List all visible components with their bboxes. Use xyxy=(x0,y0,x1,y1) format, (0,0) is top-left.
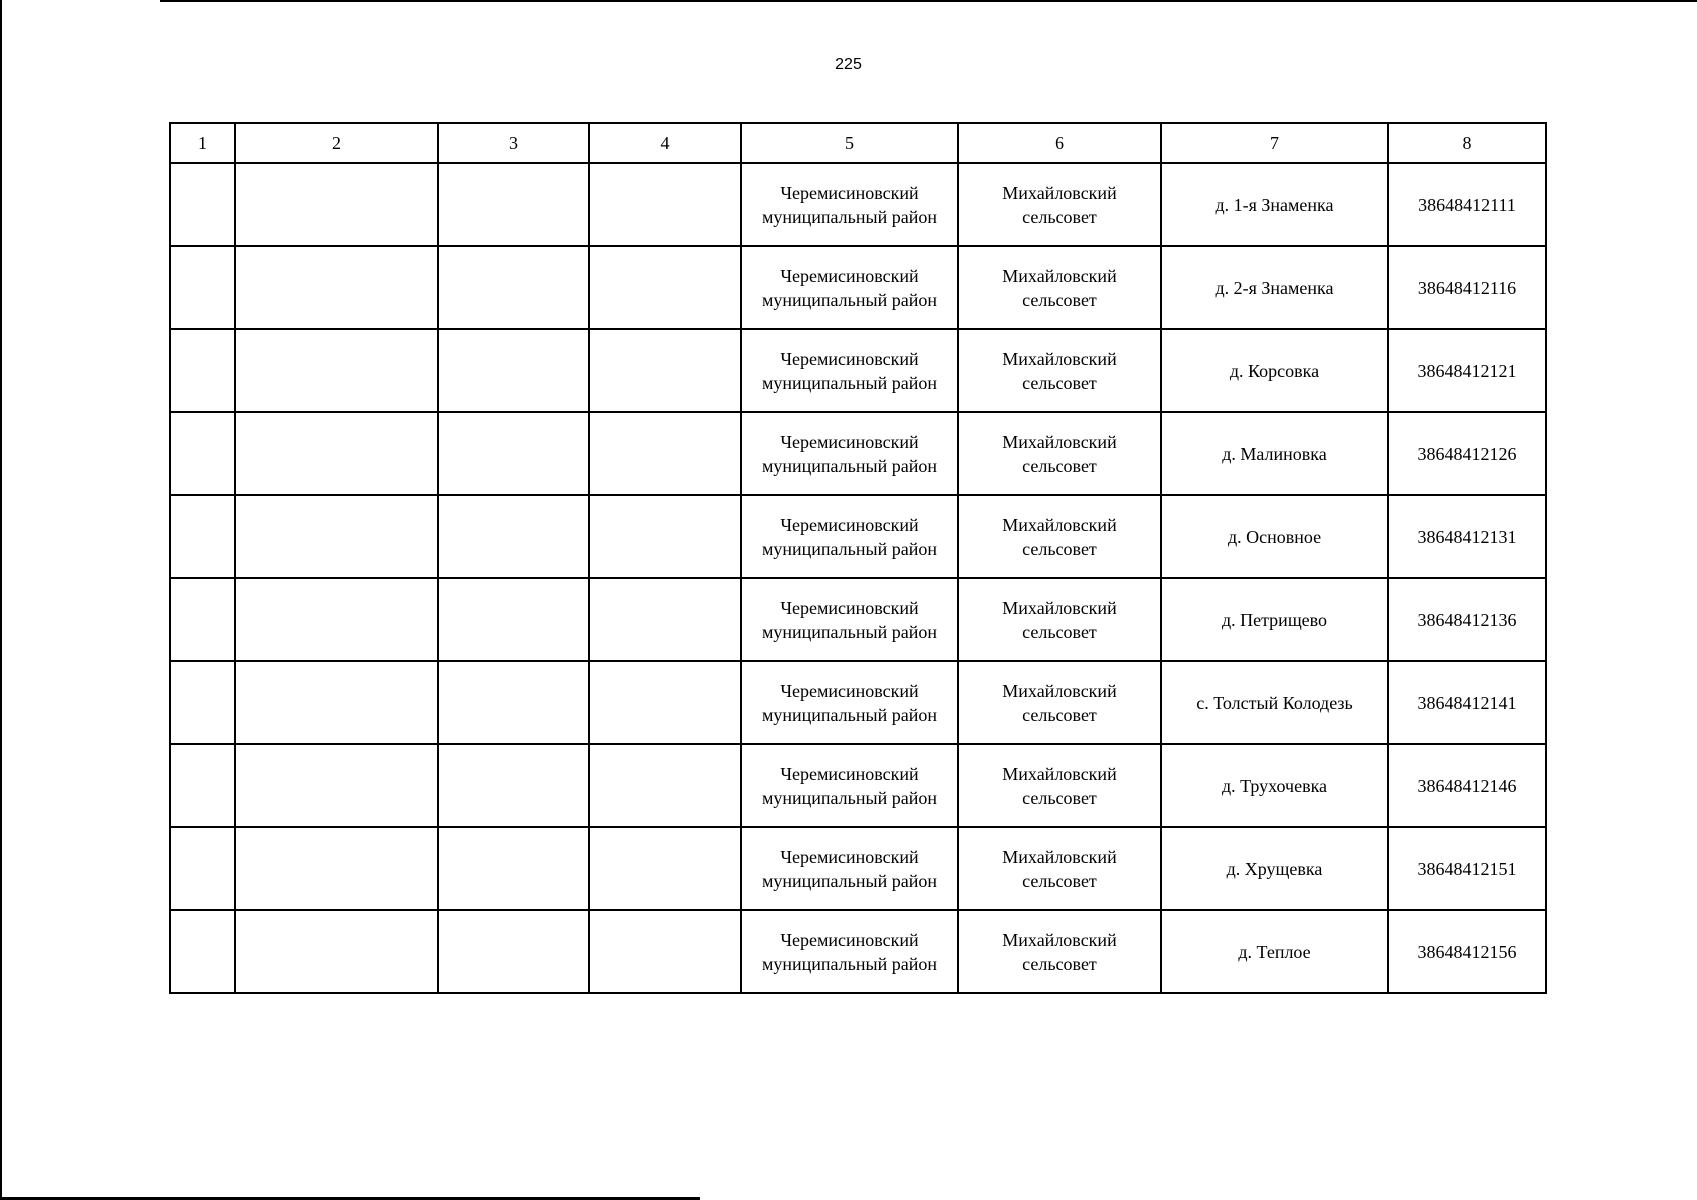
cell-settlement: д. Хрущевка xyxy=(1161,827,1388,910)
cell-col-3 xyxy=(438,910,589,993)
table-row xyxy=(170,495,1546,578)
cell-col-4 xyxy=(589,661,741,744)
column-header: 8 xyxy=(1388,123,1546,163)
council-line-2: сельсовет xyxy=(1022,206,1097,227)
district-line-1: Черемисиновский xyxy=(780,265,919,286)
table-row xyxy=(170,578,1546,661)
cell-col-3 xyxy=(438,661,589,744)
cell-col-3 xyxy=(438,495,589,578)
cell-col-3 xyxy=(438,578,589,661)
district-line-2: муниципальный район xyxy=(761,621,937,642)
cell-col-3 xyxy=(438,827,589,910)
district-line-1: Черемисиновский xyxy=(780,182,919,203)
cell-settlement: д. Малиновка xyxy=(1161,412,1388,495)
cell-district xyxy=(741,163,958,246)
cell-col-1 xyxy=(170,495,235,578)
cell-settlement: д. Корсовка xyxy=(1161,329,1388,412)
cell-col-1 xyxy=(170,661,235,744)
cell-col-4 xyxy=(589,495,741,578)
cell-col-3 xyxy=(438,246,589,329)
cell-col-2 xyxy=(235,246,438,329)
table-row xyxy=(170,910,1546,993)
council-line-1: Михайловский xyxy=(1002,680,1117,701)
cell-col-3 xyxy=(438,163,589,246)
cell-col-3 xyxy=(438,412,589,495)
column-header: 1 xyxy=(170,123,235,163)
cell-district xyxy=(741,827,958,910)
cell-col-3 xyxy=(438,329,589,412)
cell-settlement: д. Основное xyxy=(1161,495,1388,578)
cell-col-4 xyxy=(589,827,741,910)
council-line-1: Михайловский xyxy=(1002,597,1117,618)
cell-code: 38648412126 xyxy=(1388,412,1546,495)
cell-council xyxy=(958,910,1161,993)
district-line-2: муниципальный район xyxy=(761,289,937,310)
cell-col-1 xyxy=(170,246,235,329)
cell-settlement: д. Петрищево xyxy=(1161,578,1388,661)
column-header: 6 xyxy=(958,123,1161,163)
cell-council xyxy=(958,412,1161,495)
cell-col-4 xyxy=(589,910,741,993)
council-line-2: сельсовет xyxy=(1022,372,1097,393)
district-line-2: муниципальный район xyxy=(761,538,937,559)
cell-council xyxy=(958,246,1161,329)
cell-district xyxy=(741,744,958,827)
cell-code: 38648412121 xyxy=(1388,329,1546,412)
column-header: 5 xyxy=(741,123,958,163)
cell-col-4 xyxy=(589,246,741,329)
cell-col-2 xyxy=(235,329,438,412)
cell-district xyxy=(741,412,958,495)
district-line-2: муниципальный район xyxy=(761,787,937,808)
cell-col-2 xyxy=(235,744,438,827)
cell-col-2 xyxy=(235,578,438,661)
cell-col-1 xyxy=(170,578,235,661)
cell-settlement: д. 1-я Знаменка xyxy=(1161,163,1388,246)
table-row xyxy=(170,744,1546,827)
council-line-2: сельсовет xyxy=(1022,953,1097,974)
cell-col-4 xyxy=(589,163,741,246)
council-line-2: сельсовет xyxy=(1022,289,1097,310)
table-row xyxy=(170,246,1546,329)
cell-council xyxy=(958,329,1161,412)
cell-district xyxy=(741,910,958,993)
council-line-2: сельсовет xyxy=(1022,621,1097,642)
council-line-1: Михайловский xyxy=(1002,929,1117,950)
cell-col-3 xyxy=(438,744,589,827)
register-table xyxy=(169,122,1547,994)
column-header: 7 xyxy=(1161,123,1388,163)
council-line-1: Михайловский xyxy=(1002,431,1117,452)
district-line-1: Черемисиновский xyxy=(780,597,919,618)
page-number: 225 xyxy=(835,56,862,73)
cell-code: 38648412141 xyxy=(1388,661,1546,744)
council-line-1: Михайловский xyxy=(1002,265,1117,286)
column-header: 3 xyxy=(438,123,589,163)
scan-border-top xyxy=(160,0,1697,2)
district-line-1: Черемисиновский xyxy=(780,514,919,535)
cell-settlement: д. Теплое xyxy=(1161,910,1388,993)
table-row xyxy=(170,329,1546,412)
cell-council xyxy=(958,163,1161,246)
council-line-1: Михайловский xyxy=(1002,348,1117,369)
cell-col-1 xyxy=(170,827,235,910)
district-line-2: муниципальный район xyxy=(761,372,937,393)
cell-col-2 xyxy=(235,495,438,578)
cell-council xyxy=(958,744,1161,827)
cell-code: 38648412146 xyxy=(1388,744,1546,827)
district-line-2: муниципальный район xyxy=(761,870,937,891)
council-line-1: Михайловский xyxy=(1002,763,1117,784)
header-row xyxy=(170,123,1546,163)
table-row xyxy=(170,163,1546,246)
district-line-2: муниципальный район xyxy=(761,455,937,476)
cell-council xyxy=(958,495,1161,578)
cell-col-4 xyxy=(589,412,741,495)
council-line-1: Михайловский xyxy=(1002,846,1117,867)
cell-council xyxy=(958,827,1161,910)
district-line-1: Черемисиновский xyxy=(780,680,919,701)
column-header: 4 xyxy=(589,123,741,163)
cell-col-2 xyxy=(235,827,438,910)
table-row xyxy=(170,827,1546,910)
district-line-1: Черемисиновский xyxy=(780,348,919,369)
district-line-1: Черемисиновский xyxy=(780,929,919,950)
cell-code: 38648412116 xyxy=(1388,246,1546,329)
district-line-2: муниципальный район xyxy=(761,206,937,227)
council-line-2: сельсовет xyxy=(1022,538,1097,559)
cell-district xyxy=(741,661,958,744)
council-line-2: сельсовет xyxy=(1022,455,1097,476)
cell-col-4 xyxy=(589,578,741,661)
cell-settlement: д. Трухочевка xyxy=(1161,744,1388,827)
cell-code: 38648412151 xyxy=(1388,827,1546,910)
cell-col-2 xyxy=(235,163,438,246)
district-line-1: Черемисиновский xyxy=(780,431,919,452)
district-line-2: муниципальный район xyxy=(761,704,937,725)
table-row xyxy=(170,661,1546,744)
council-line-2: сельсовет xyxy=(1022,787,1097,808)
district-line-1: Черемисиновский xyxy=(780,763,919,784)
district-line-1: Черемисиновский xyxy=(780,846,919,867)
cell-col-4 xyxy=(589,744,741,827)
district-line-2: муниципальный район xyxy=(761,953,937,974)
council-line-1: Михайловский xyxy=(1002,514,1117,535)
cell-district xyxy=(741,495,958,578)
cell-col-1 xyxy=(170,910,235,993)
table-body xyxy=(170,163,1546,993)
cell-district xyxy=(741,578,958,661)
cell-col-2 xyxy=(235,412,438,495)
cell-district xyxy=(741,329,958,412)
council-line-2: сельсовет xyxy=(1022,870,1097,891)
cell-col-1 xyxy=(170,744,235,827)
cell-settlement: д. 2-я Знаменка xyxy=(1161,246,1388,329)
column-header: 2 xyxy=(235,123,438,163)
cell-col-2 xyxy=(235,910,438,993)
cell-col-1 xyxy=(170,329,235,412)
cell-col-1 xyxy=(170,163,235,246)
cell-code: 38648412156 xyxy=(1388,910,1546,993)
council-line-1: Михайловский xyxy=(1002,182,1117,203)
cell-council xyxy=(958,578,1161,661)
cell-council xyxy=(958,661,1161,744)
cell-col-4 xyxy=(589,329,741,412)
cell-code: 38648412136 xyxy=(1388,578,1546,661)
cell-code: 38648412111 xyxy=(1388,163,1546,246)
cell-settlement: с. Толстый Колодезь xyxy=(1161,661,1388,744)
cell-code: 38648412131 xyxy=(1388,495,1546,578)
scan-border-left xyxy=(0,0,2,1200)
cell-col-1 xyxy=(170,412,235,495)
cell-col-2 xyxy=(235,661,438,744)
council-line-2: сельсовет xyxy=(1022,704,1097,725)
table-row xyxy=(170,412,1546,495)
cell-district xyxy=(741,246,958,329)
